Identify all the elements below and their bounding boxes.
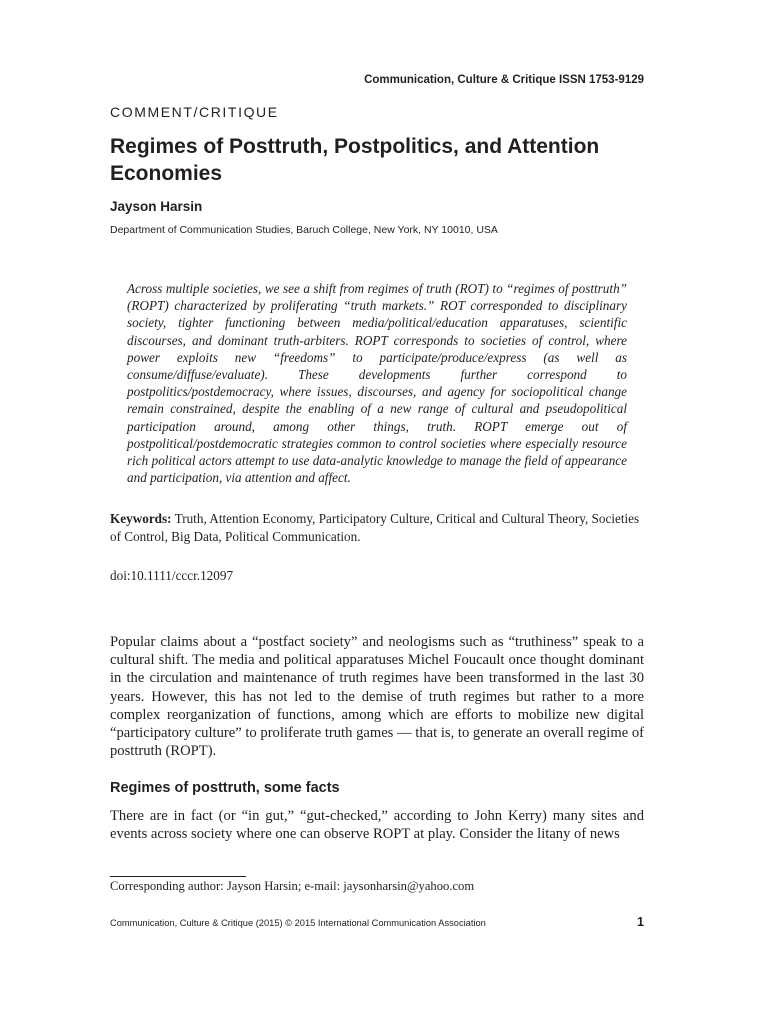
keywords <box>110 510 640 545</box>
doi[interactable]: doi:10.1111/cccr.12097 <box>110 568 234 583</box>
author-affiliation: Department of Communication Studies, Baruch College, New York, NY 10010, USA <box>110 224 498 236</box>
footnote-corresponding-author: Corresponding author: Jayson Harsin; e-mail: jaysonharsin@yahoo.com <box>110 879 475 893</box>
body-paragraph-1: Popular claims about a “postfact society” and neologisms such as “truthiness” speak to a cultural shift. The media and political apparatuses Michel Foucault once thought dominant in the circulation and maintenance of truth regimes have been transformed in the last 30 years. However, this has not led to the demise of truth regimes but rather to a more complex reorganization of functions, among which are efforts to mobilize new digital “participatory culture” to proliferate truth games — that is, to generate an overall regime of posttruth (ROPT). <box>110 634 644 760</box>
keywords-label: Keywords: <box>110 511 172 526</box>
page-number: 1 <box>637 915 644 929</box>
keywords-list: Truth, Attention Economy, Participatory Culture, Critical and Cultural Theory, Societies of Control, Big Data, Political Communication. <box>110 511 640 544</box>
author-name: Jayson Harsin <box>110 199 203 214</box>
article-title: Regimes of Posttruth, Postpolitics, and Attention Economies <box>110 135 600 185</box>
abstract: Across multiple societies, we see a shift from regimes of truth (ROT) to “regimes of posttruth” (ROPT) characterized by proliferating “truth markets.” ROT corresponded to disciplinary society, tighter functioning between media/political/education apparatuses, scientific discourses, and dominant truth-arbiters. ROPT corresponds to societies of control, where power exploits new “freedoms” to participate/produce/express (as well as consume/diffuse/evaluate). These developments further correspond to postpolitics/postdemocracy, where issues, discourses, and agency for sociopolitical change remain constrained, despite the enabling of a new range of cultural and pseudopolitical participation around, among other things, truth. ROPT emerge out of postpolitical/postdemocratic strategies common to control societies where especially resource rich political actors attempt to use data-analytic knowledge to manage the field of appearance and participation, via attention and affect. <box>127 281 627 486</box>
section-heading: Regimes of posttruth, some facts <box>110 780 340 796</box>
body-paragraph-2: There are in fact (or “in gut,” “gut-checked,” according to John Kerry) many sites and events across society where one can observe ROPT at play. Consider the litany of news <box>110 808 644 843</box>
footer-citation: Communication, Culture & Critique (2015) © 2015 International Communication Association <box>110 918 486 928</box>
journal-header: Communication, Culture & Critique ISSN 1753-9129 <box>364 74 644 86</box>
section-label: COMMENT/CRITIQUE <box>110 104 279 120</box>
footnote-divider <box>110 876 246 877</box>
